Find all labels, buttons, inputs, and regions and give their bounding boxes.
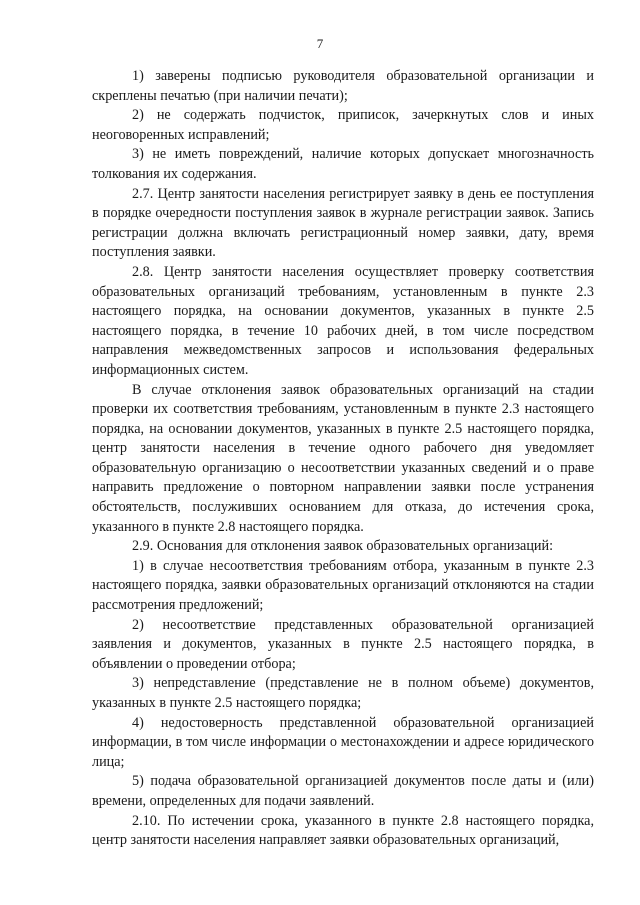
paragraph-ground-1: 1) в случае несоответствия требованиям отбора, указанным в пункте 2.3 настоящего порядка, заявки образовательных организаций отклоняются на стадии рассмотрения предложений; — [92, 557, 594, 614]
page-number: 7 — [316, 36, 324, 51]
paragraph-ground-2: 2) несоответствие представленных образовательной организацией заявления и документов, указанных в пункте 2.5 настоящего порядка, в объявлении о проведении отбора; — [92, 616, 594, 672]
paragraph-2-10-forwarding: 2.10. По истечении срока, указанного в пункте 2.8 настоящего порядка, центр занятости населения направляет заявки образовательных организаций, — [92, 812, 594, 849]
paragraph-3-no-damage: 3) не иметь повреждений, наличие которых допускает многозначность толкования их содержания. — [92, 146, 594, 182]
paragraph-2-7-registration: 2.7. Центр занятости населения регистрирует заявку в день ее поступления в порядке очередности поступления заявок в журнале регистрации заявок. Запись регистрации должна включать регистрационный номер заявки, дату, время поступления заявки. — [92, 185, 594, 261]
paragraph-1-certified-signature: 1) заверены подписью руководителя образовательной организации и скреплены печатью (при наличии печати); — [92, 68, 594, 104]
paragraph-ground-5: 5) подача образовательной организацией документов после даты и (или) времени, определенных для подачи заявлений. — [92, 773, 594, 809]
paragraph-ground-3: 3) непредставление (представление не в полном объеме) документов, указанных в пункте 2.5 настоящего порядка; — [92, 675, 594, 711]
document-body — [92, 67, 594, 851]
paragraph-rejection-notice: В случае отклонения заявок образовательных организаций на стадии проверки их соответствия требованиям, установленным в пункте 2.3 настоящего порядка, на основании документов, указанных в пункте 2.5 настоящего порядка, центр занятости населения в течение одного рабочего дня уведомляет образовательную организацию о несоответствии указанных сведений и о праве направить предложение о повторном направлении заявки после устранения обстоятельств, послуживших основанием для отказа, до истечения срока, указанного в пункте 2.8 настоящего порядка. — [92, 381, 594, 535]
paragraph-2-8-verification: 2.8. Центр занятости населения осуществляет проверку соответствия образовательных организаций требованиям, установленным в пункте 2.3 настоящего порядка, на основании документов, указанных в пункте 2.5 настоящего порядка, в течение 10 рабочих дней, в том числе посредством направления межведомственных запросов и использования федеральных информационных систем. — [92, 263, 594, 378]
paragraph-ground-4: 4) недостоверность представленной образовательной организацией информации, в том числе информации о местонахождении и адресе юридического лица; — [92, 714, 594, 770]
paragraph-2-9-grounds: 2.9. Основания для отклонения заявок образовательных организаций: — [132, 538, 554, 555]
paragraph-2-no-erasures: 2) не содержать подчисток, приписок, зачеркнутых слов и иных неоговоренных исправлений; — [92, 107, 594, 143]
